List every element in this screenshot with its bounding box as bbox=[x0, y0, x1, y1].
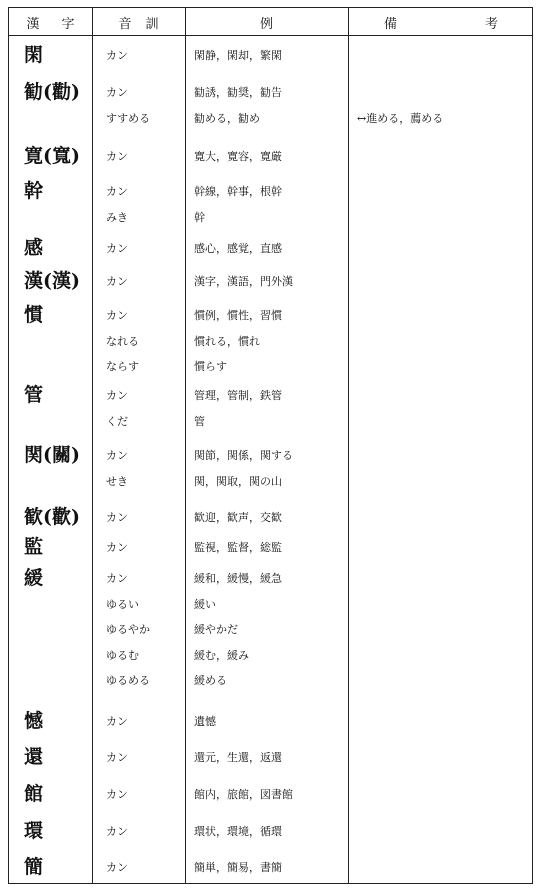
kanji-cell: 閑 bbox=[24, 44, 44, 66]
reading-cell: カン bbox=[106, 511, 128, 524]
reading-cell: カン bbox=[106, 275, 128, 288]
reading-cell: カン bbox=[106, 150, 128, 163]
column-divider bbox=[92, 8, 93, 883]
reading-cell: くだ bbox=[106, 414, 128, 428]
example-cell: 勧める，勧め bbox=[194, 111, 260, 125]
example-cell: 緩める bbox=[194, 674, 227, 687]
reading-cell: カン bbox=[106, 715, 128, 728]
reading-cell: カン bbox=[106, 242, 128, 255]
example-cell: 慣例，慣性，習慣 bbox=[194, 309, 282, 322]
reading-cell: カン bbox=[106, 751, 128, 764]
reading-cell: カン bbox=[106, 861, 128, 874]
reading-cell: カン bbox=[106, 49, 128, 62]
example-cell: 慣らす bbox=[194, 360, 227, 373]
reading-cell: ゆるやか bbox=[106, 623, 150, 636]
reading-cell: ゆるい bbox=[106, 597, 139, 611]
reading-cell: みき bbox=[106, 210, 128, 224]
kanji-cell: 緩 bbox=[24, 567, 44, 589]
kanji-cell: 管 bbox=[24, 384, 44, 406]
reading-cell: ゆるめる bbox=[106, 674, 150, 687]
reading-cell: カン bbox=[106, 185, 128, 198]
example-cell: 寛大，寛容，寛厳 bbox=[194, 150, 282, 163]
kanji-cell: 勧(勸) bbox=[24, 81, 80, 103]
header-note-char-1: 備 bbox=[383, 16, 397, 32]
reading-cell: カン bbox=[106, 389, 128, 402]
reading-cell: カン bbox=[106, 788, 128, 801]
reading-cell: なれる bbox=[106, 334, 139, 348]
reading-cell: カン bbox=[106, 86, 128, 99]
kanji-cell: 感 bbox=[24, 237, 44, 259]
reading-cell: カン bbox=[106, 449, 128, 462]
note-cell: ↔進める，薦める bbox=[357, 111, 444, 125]
kanji-cell: 監 bbox=[24, 536, 44, 558]
reading-cell: すすめる bbox=[106, 111, 151, 125]
example-cell: 閑静，閑却，繁閑 bbox=[194, 49, 282, 62]
column-divider bbox=[348, 8, 349, 883]
header-reading-char-1: 音 bbox=[118, 16, 132, 32]
example-cell: 緩い bbox=[194, 597, 216, 611]
example-cell: 歓迎，歓声，交歓 bbox=[194, 511, 282, 524]
example-cell: 遺憾 bbox=[194, 715, 216, 728]
example-cell: 簡単，簡易，書簡 bbox=[194, 861, 282, 874]
header-reading-char-2: 訓 bbox=[145, 16, 159, 32]
header-note bbox=[348, 8, 534, 36]
example-cell: 関，関取，関の山 bbox=[194, 474, 282, 488]
reading-cell: カン bbox=[106, 572, 128, 585]
example-cell: 幹線，幹事，根幹 bbox=[194, 185, 282, 198]
example-cell: 緩和，緩慢，緩急 bbox=[194, 572, 282, 585]
kanji-cell: 関(關) bbox=[24, 444, 80, 466]
kanji-cell: 歓(歡) bbox=[24, 506, 80, 528]
example-cell: 感心，感覚，直感 bbox=[194, 242, 282, 255]
kanji-cell: 慣 bbox=[24, 304, 44, 326]
kanji-cell: 憾 bbox=[24, 710, 44, 732]
kanji-cell: 館 bbox=[24, 783, 44, 805]
header-kanji-char-2: 字 bbox=[61, 16, 75, 32]
example-cell: 還元，生還，返還 bbox=[194, 751, 282, 764]
header-note-char-2: 考 bbox=[485, 16, 499, 32]
example-cell: 管 bbox=[194, 414, 205, 428]
kanji-cell: 幹 bbox=[24, 180, 44, 202]
reading-cell: カン bbox=[106, 309, 128, 322]
example-cell: 関節，関係，関する bbox=[194, 449, 293, 462]
kanji-cell: 簡 bbox=[24, 856, 44, 878]
kanji-cell: 環 bbox=[24, 820, 44, 842]
reading-cell: せき bbox=[106, 474, 128, 488]
table-header bbox=[9, 8, 532, 36]
example-cell: 漢字，漢語，門外漢 bbox=[194, 275, 293, 288]
reading-cell: ゆるむ bbox=[106, 648, 139, 662]
kanji-cell: 寛(寬) bbox=[24, 145, 80, 167]
example-cell: 管理，管制，鉄管 bbox=[194, 389, 282, 402]
example-cell: 環状，環境，循環 bbox=[194, 825, 282, 838]
example-cell: 監視，監督，総監 bbox=[194, 541, 282, 554]
example-cell: 勧誘，勧奨，勧告 bbox=[194, 86, 282, 99]
reading-cell: カン bbox=[106, 825, 128, 838]
column-divider bbox=[185, 8, 186, 883]
header-reading bbox=[92, 8, 185, 36]
example-cell: 緩む，緩み bbox=[194, 648, 249, 662]
kanji-table bbox=[8, 7, 533, 884]
header-example bbox=[185, 8, 348, 36]
example-cell: 幹 bbox=[194, 210, 205, 224]
reading-cell: カン bbox=[106, 541, 128, 554]
example-cell: 館内，旅館，図書館 bbox=[194, 788, 293, 801]
header-kanji bbox=[9, 8, 92, 36]
example-cell: 緩やかだ bbox=[194, 623, 238, 636]
kanji-cell: 漢(漢) bbox=[24, 270, 80, 292]
kanji-cell: 還 bbox=[24, 746, 44, 768]
example-cell: 慣れる，慣れ bbox=[194, 334, 260, 348]
header-example-char: 例 bbox=[259, 16, 273, 32]
header-kanji-char-1: 漢 bbox=[26, 16, 40, 32]
reading-cell: ならす bbox=[106, 360, 139, 373]
